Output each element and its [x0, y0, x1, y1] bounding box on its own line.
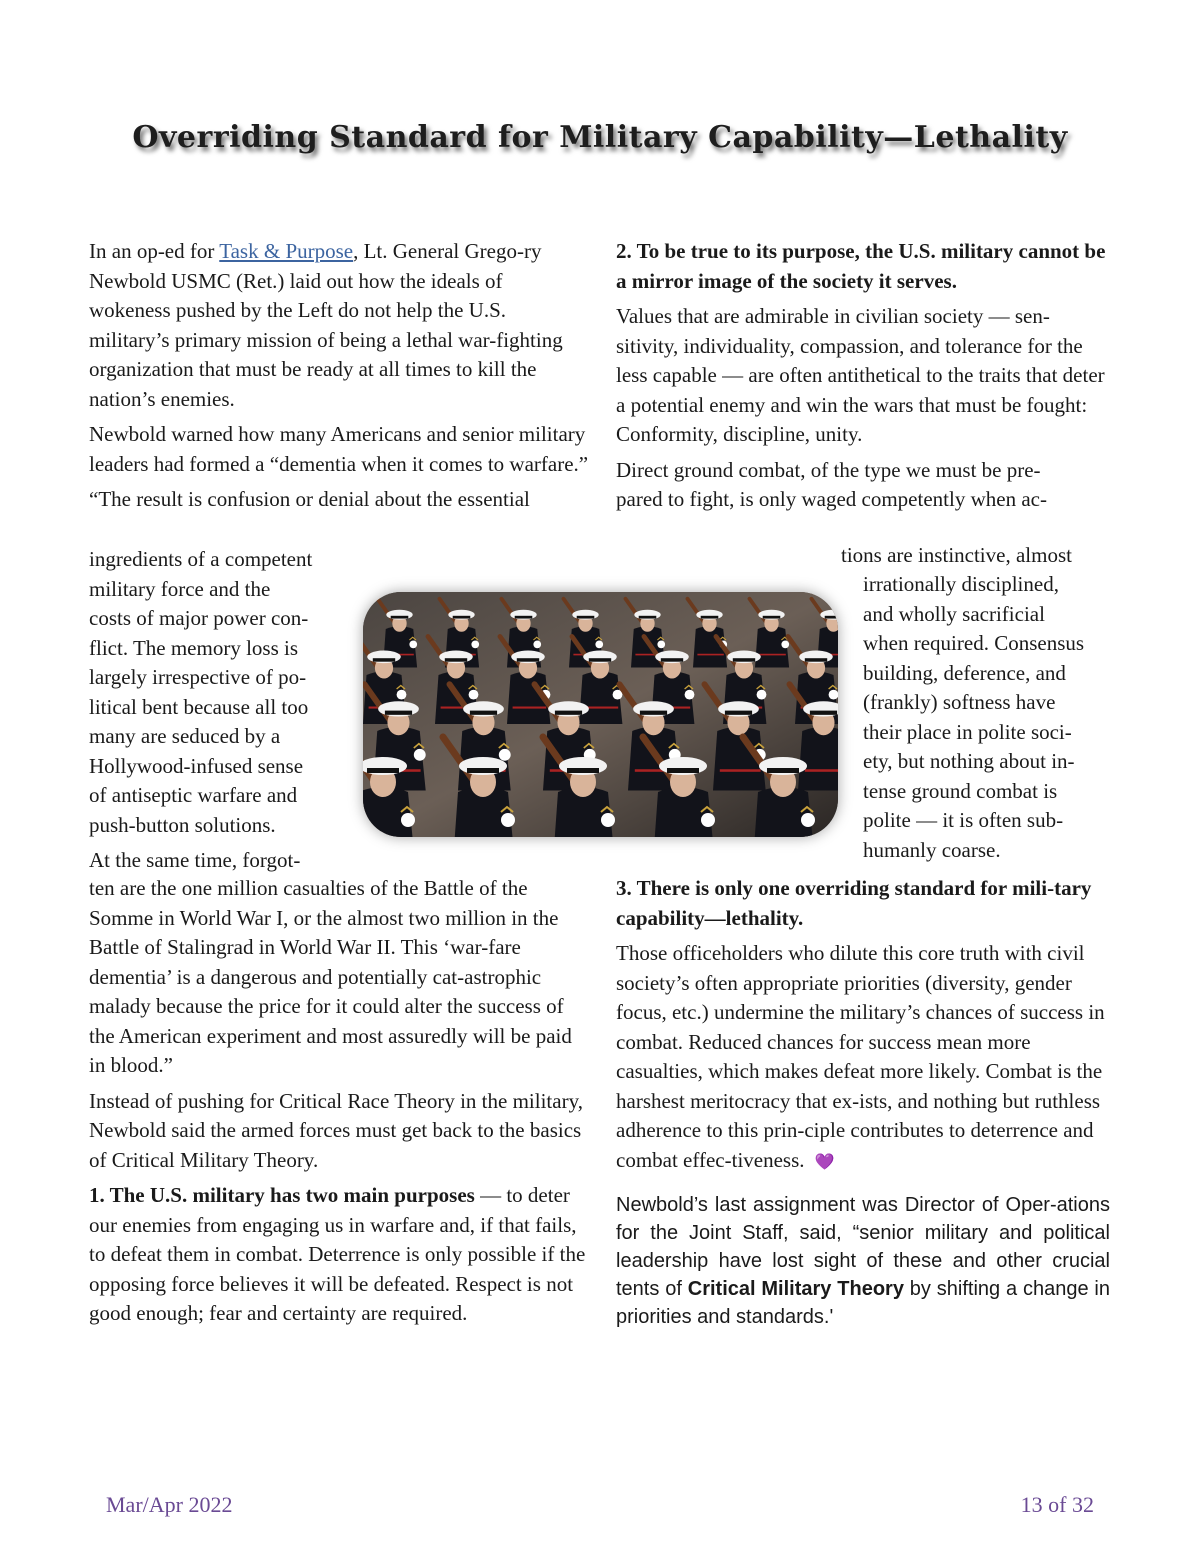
- wrap-line: push-button solutions.: [89, 812, 276, 837]
- wrap-line: (frankly) softness have: [863, 690, 1056, 714]
- wrap-line: their place in polite soci-: [863, 719, 1072, 744]
- wrap-line: tense ground combat is: [863, 778, 1058, 803]
- marines-parade-photo: [363, 592, 838, 837]
- wrap-line: costs of major power con-: [89, 606, 309, 630]
- closing-text: Newbold’s last assignment was Director of Oper-ations for the Joint Staff, said, “senior military and political leadership have lost sight of these and other crucial tents of: [616, 1194, 1110, 1300]
- paragraph-quote-start: “The result is confusion or denial about the essential: [89, 487, 530, 511]
- wrap-line: military force and the: [89, 576, 271, 601]
- wrap-line: when required. Consensus: [863, 631, 1085, 655]
- task-purpose-link[interactable]: Task & Purpose: [219, 239, 354, 263]
- page-title: Overriding Standard for Military Capability—Lethality: [132, 120, 1068, 155]
- paragraph-purposes: [89, 1181, 589, 1329]
- paragraph-values: Values that are admirable in civilian society — sen-sitivity, individuality, compassion, and tolerance for the less capable — are often antithetical to the traits that deter a potential enemy and win the wars that must be fought: Conformity, discipline, unity.: [616, 304, 1105, 446]
- section-2-heading: 2. To be true to its purpose, the U.S. military cannot be a mirror image of the society it serves.: [616, 239, 1106, 293]
- wrap-line: of antiseptic warfare and: [89, 783, 298, 807]
- closing-text-end: by shifting a change in priorities and standards.': [616, 1278, 1110, 1328]
- wrap-line: many are seduced by a: [89, 724, 281, 748]
- right-column: [616, 237, 1110, 515]
- paragraph-crt: Instead of pushing for Critical Race Theory in the military, Newbold said the armed forces must get back to the basics of Critical Military Theory.: [89, 1088, 583, 1172]
- right-bottom-block: [616, 874, 1110, 1331]
- wrap-line: ety, but nothing about in-: [863, 749, 1075, 773]
- left-wrap-block: [89, 545, 349, 876]
- footer-issue-date: Mar/Apr 2022: [106, 1492, 233, 1517]
- photo-illustration: [363, 592, 838, 837]
- left-bottom-block: [89, 874, 589, 1329]
- wrap-line: flict. The memory loss is: [89, 635, 299, 660]
- lethality-text: Those officeholders who dilute this core truth with civil society’s often appropriate priorities (diversity, gender focus, etc.) undermine the military’s chances of success in combat. Reduced chances for success mean more casualties, which makes defeat more likely. Combat is the harshest meritocracy that ex-ists, and nothing but ruthless adherence to this prin-ciple contributes to deterrence and combat effec-tiveness.: [616, 941, 1105, 1172]
- wrap-line: humanly coarse.: [863, 837, 1001, 862]
- wrap-line: At the same time, forgot-: [89, 848, 301, 872]
- heart-icon: 💜: [814, 1153, 835, 1171]
- paragraph-intro: [89, 237, 589, 414]
- wrap-line: polite — it is often sub-: [863, 808, 1064, 832]
- footer-page-number: 13 of 32: [1020, 1492, 1094, 1517]
- paragraph-ground-combat-start: [616, 456, 1110, 515]
- left-column: [89, 237, 589, 515]
- wrap-line: irrationally disciplined,: [863, 572, 1059, 596]
- wrap-line: building, deference, and: [863, 660, 1066, 685]
- paragraph-casualties: ten are the one million casualties of the Battle of the Somme in World War I, or the almost two million in the Battle of Stalingrad in World War II. This ‘war-fare dementia’ is a dangerous and potentially cat-astrophic malady because the price for it could alter the success of the American experiment and most assuredly will be paid in blood.”: [89, 876, 572, 1077]
- intro-text-rest: , Lt. General Grego-ry Newbold USMC (Ret.) laid out how the ideals of wokeness pushed by the Left do not help the U.S. military’s primary mission of being a lethal war-fighting organization that must be ready at all times to kill the nation’s enemies.: [89, 239, 563, 411]
- wrap-line: Hollywood-infused sense: [89, 753, 304, 778]
- wrap-line: ingredients of a competent: [89, 547, 313, 571]
- paragraph-lethality: [616, 939, 1110, 1177]
- right-wrap-block: [863, 570, 1113, 865]
- wrap-line: and wholly sacrificial: [863, 601, 1045, 626]
- wrap-line: largely irrespective of po-: [89, 665, 307, 689]
- wrap-line: Direct ground combat, of the type we must be pre-: [616, 457, 1041, 482]
- purposes-text: — to deter our enemies from engaging us in warfare and, if that fails, to defeat them in combat. Deterrence is only possible if the opposing force believes it will be defeated. Respect is not good enough; fear and certainty are required.: [89, 1183, 586, 1325]
- section-3-heading: 3. There is only one overriding standard for mili-tary capability—lethality.: [616, 876, 1092, 930]
- wrap-line: pared to fight, is only waged competently when ac-: [616, 487, 1047, 511]
- intro-text: In an op-ed for: [89, 239, 220, 263]
- wrap-line: litical bent because all too: [89, 694, 309, 719]
- right-wrap-first-line: tions are instinctive, almost: [841, 543, 1072, 567]
- paragraph-newbold-closing: [616, 1191, 1110, 1331]
- closing-bold-term: Critical Military Theory: [687, 1278, 904, 1300]
- paragraph-dementia: Newbold warned how many Americans and senior military leaders had formed a “dementia when it comes to warfare.”: [89, 422, 589, 476]
- purposes-heading: 1. The U.S. military has two main purposes: [89, 1183, 475, 1207]
